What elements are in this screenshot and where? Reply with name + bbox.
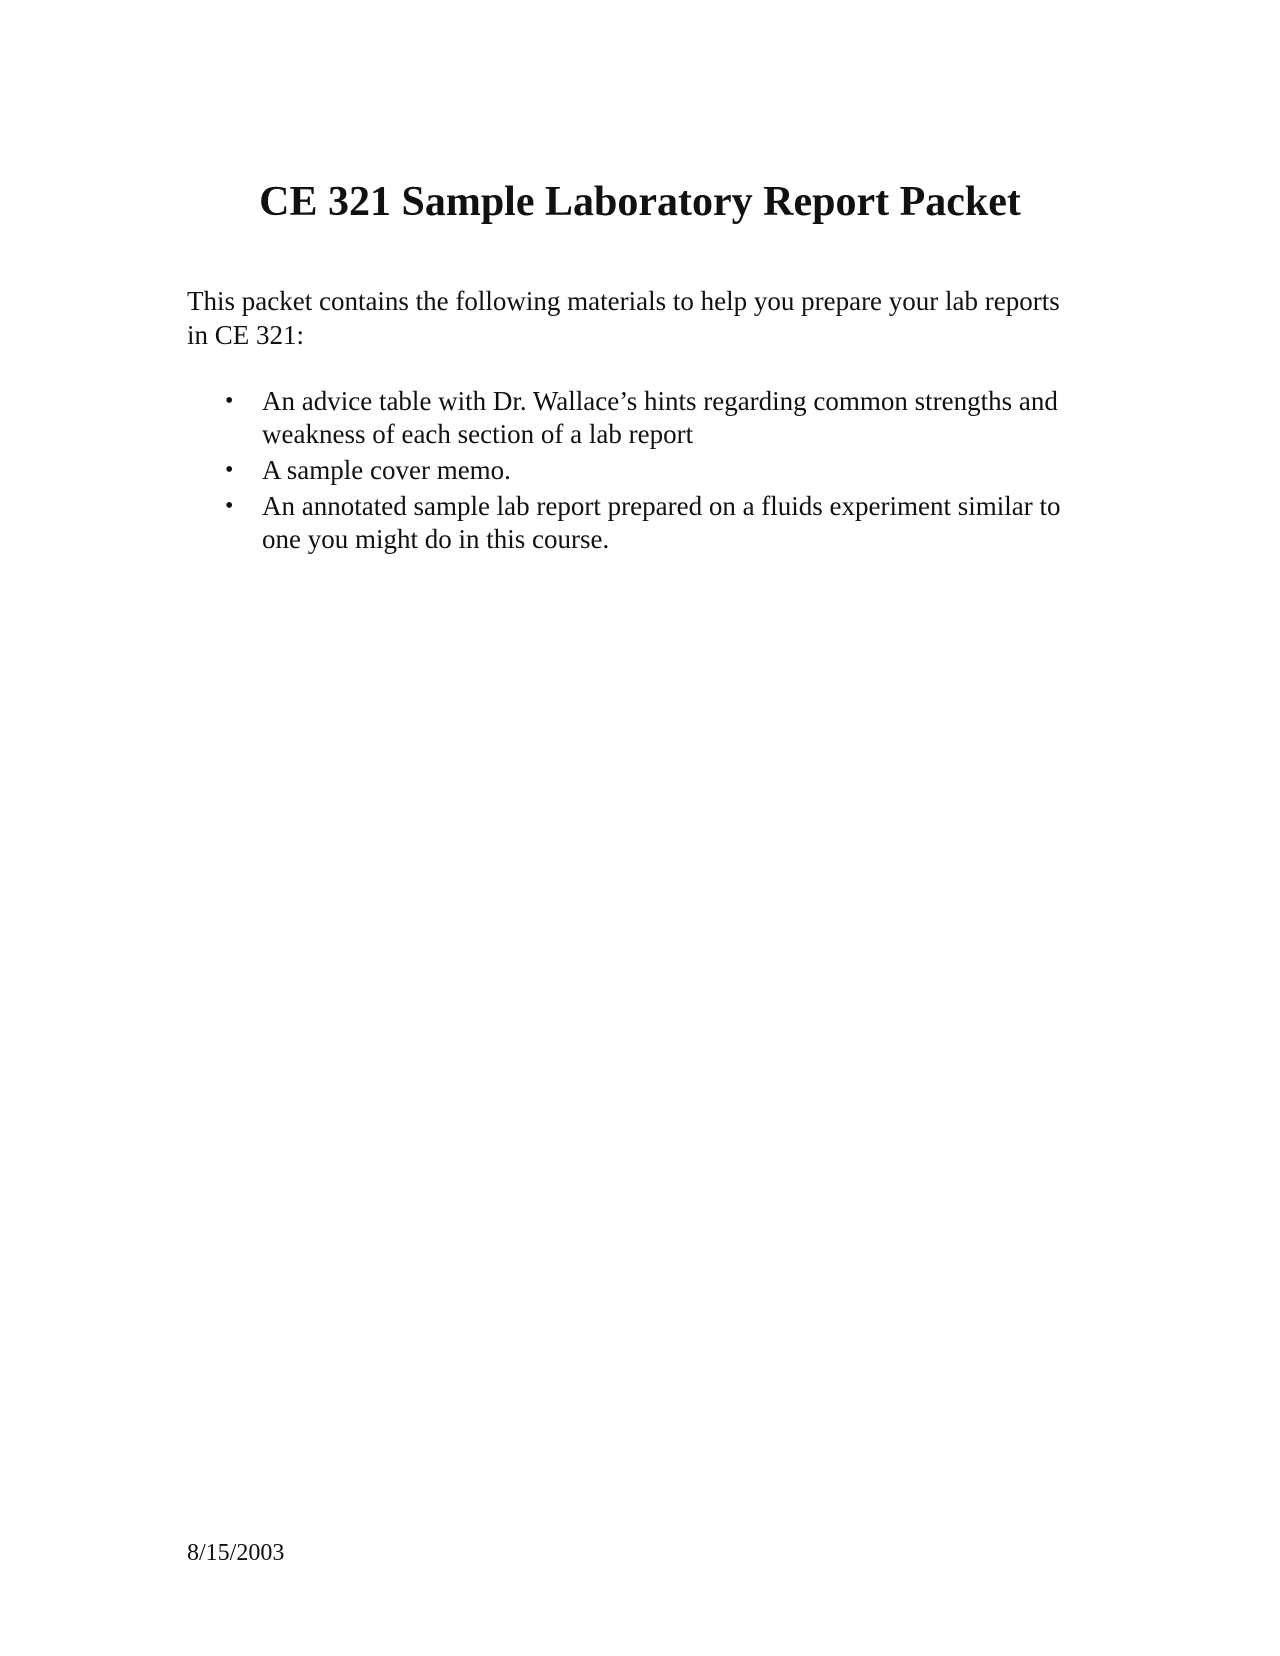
list-item-text: An annotated sample lab report prepared on a fluids experiment similar to one you might do in this course. xyxy=(262,491,1061,554)
intro-paragraph: This packet contains the following materials to help you prepare your lab reports in CE 321: xyxy=(187,286,1060,350)
list-item xyxy=(187,385,1087,451)
list-item-text: A sample cover memo. xyxy=(262,455,511,485)
materials-list xyxy=(187,385,1087,559)
document-title: CE 321 Sample Laboratory Report Packet xyxy=(259,179,1021,225)
bullet-icon: • xyxy=(225,388,234,414)
footer-date: 8/15/2003 xyxy=(187,1540,285,1566)
list-item xyxy=(187,490,1087,556)
list-item-text: An advice table with Dr. Wallace’s hints regarding common strengths and weakness of each section of a lab report xyxy=(262,386,1058,449)
bullet-icon: • xyxy=(225,457,234,483)
list-item xyxy=(187,454,1087,487)
bullet-icon: • xyxy=(225,493,234,519)
